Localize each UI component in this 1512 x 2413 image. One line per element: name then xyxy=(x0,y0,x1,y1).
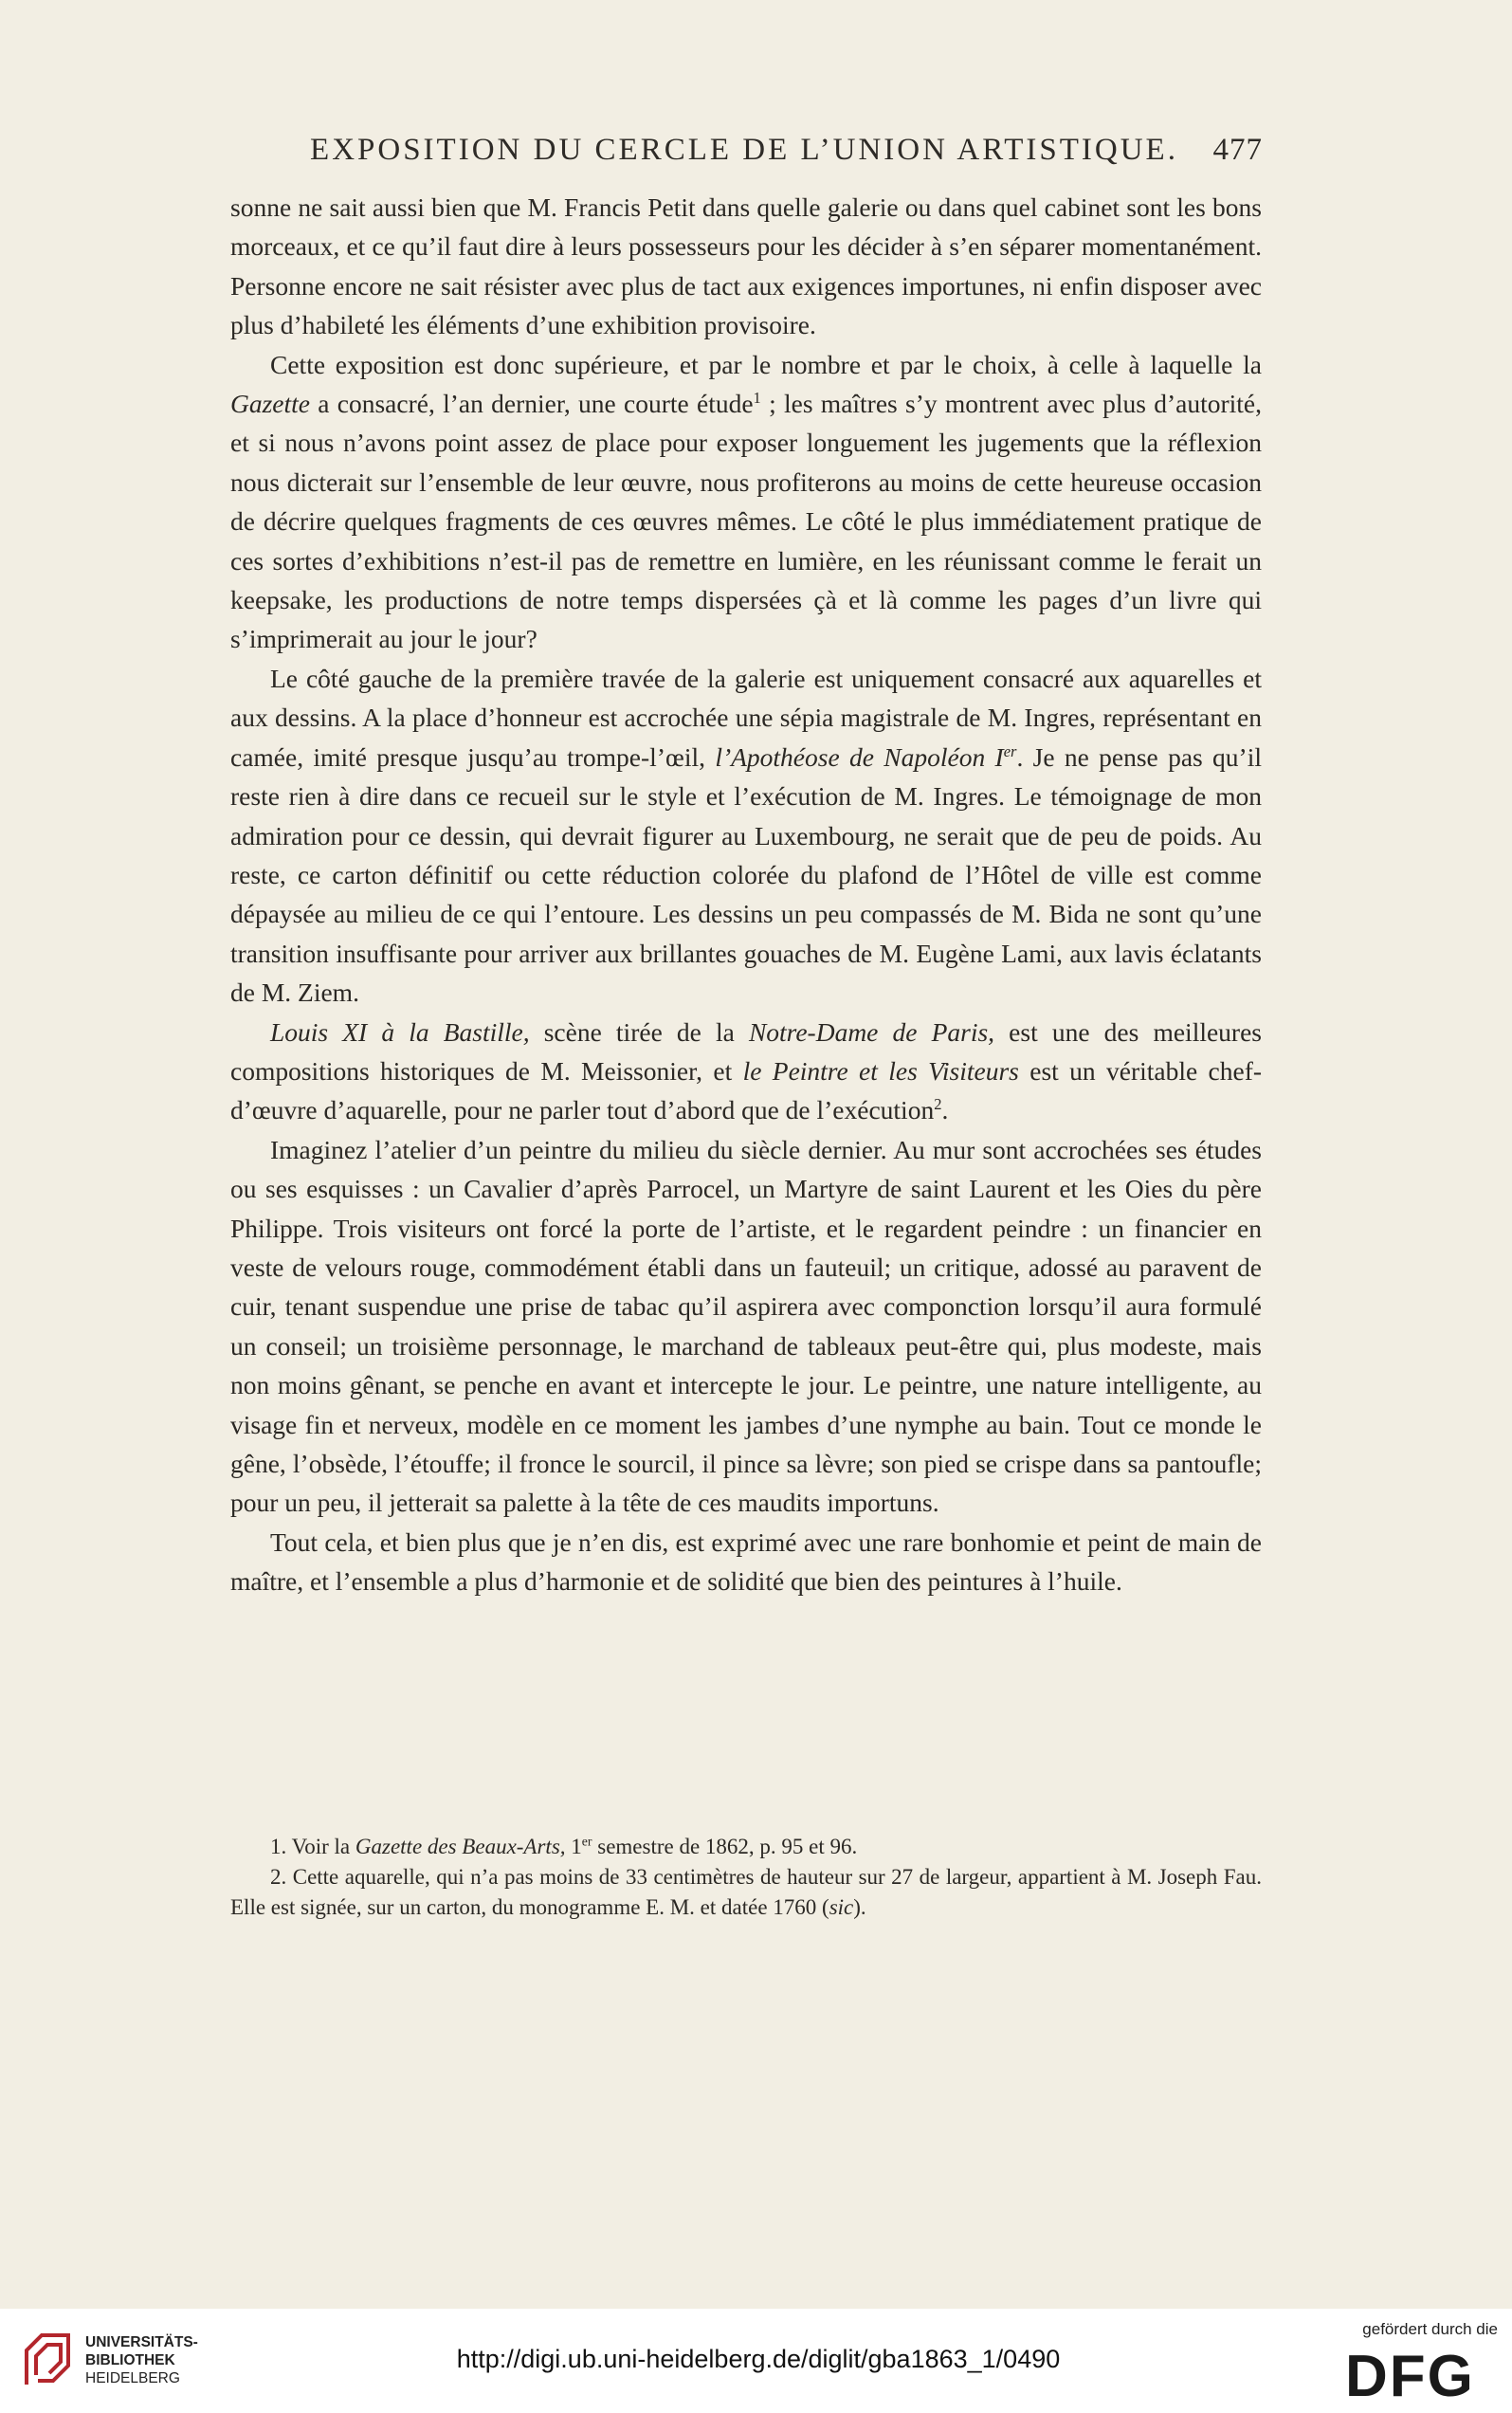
louis-xi-title: Louis XI à la Bastille, xyxy=(270,1016,530,1047)
paragraph-6: Tout cela, et bien plus que je n’en dis, est exprimé avec une rare bonhomie et peint de main de maître, et l’ensemble a plus d’harmonie et de solidité que bien des peintures à l’huile. xyxy=(230,1526,1262,1597)
funded-by-label: gefördert durch die xyxy=(1362,2320,1498,2338)
running-title: EXPOSITION DU CERCLE DE L’UNION ARTISTIQUE. xyxy=(310,133,1178,167)
dfg-logo-icon[interactable] xyxy=(1343,2347,1498,2400)
article-body xyxy=(230,188,1262,1601)
permalink-url[interactable]: http://digi.ub.uni-heidelberg.de/diglit/gba1863_1/0490 xyxy=(456,2345,1061,2373)
gazette-title: Gazette xyxy=(230,389,311,419)
library-name[interactable]: UNIVERSITÄTS- BIBLIOTHEK HEIDELBERG xyxy=(85,2334,198,2386)
paragraph-2: Cette exposition est donc supérieure, et par le nombre et par le choix, à celle à laquelle la Gazette a consacré, l’an dernier, une courte étude$^1$ ; les maîtres s’y montrent avec plus d’autorité, et si nous n’avons point assez de place pour exposer longuement les jugements que la réflexion nous dicterait sur l’ensemble de leur œuvre, nous profiterons au moins de cette heureuse occasion de décrire quelques fragments de ces œuvres mêmes. Le côté le plus immédiatement pratique de ces sortes d’exhibitions n’est-il pas de remettre en lumière, en les réunissant comme le ferait un keepsake, les productions de notre temps dispersées çà et là comme les pages d’un livre qui s’imprimerait au jour le jour? xyxy=(230,349,1262,654)
paragraph-1: sonne ne sait aussi bien que M. Francis Petit dans quelle galerie ou dans quel cabinet sont les bons morceaux, et ce qu’il faut dire à leurs possesseurs pour les décider à s’en séparer momentanément. Personne encore ne sait résister avec plus de tact aux exigences importunes, ni enfin disposer avec plus d’habileté les éléments d’une exhibition provisoire. xyxy=(230,192,1262,340)
apotheose-title: l’Apothéose de Napoléon Ier xyxy=(715,741,1017,772)
notre-dame-title: Notre-Dame de Paris, xyxy=(748,1016,995,1047)
footnote-ref-2: 2 xyxy=(934,1095,942,1114)
library-logo-icon[interactable] xyxy=(21,2330,74,2388)
page-number: 477 xyxy=(1212,133,1263,167)
paragraph-4: Louis XI à la Bastille, scène tirée de la Notre-Dame de Paris, est une des meilleures compositions historiques de M. Meissonier, et le Peintre et les Visiteurs est un véritable chef-d’œuvre d’aquarelle, pour ne parler tout d’abord que de l’exécution$^2$. xyxy=(230,1016,1263,1125)
footnotes xyxy=(230,1832,1262,1923)
paragraph-3: Le côté gauche de la première travée de la galerie est uniquement consacré aux aquarelles et aux dessins. A la place d’honneur est accrochée une sépia magistrale de M. Ingres, représentant en camée, imité presque jusqu’au trompe-l’œil, l’Apothéose de Napoléon Ier. Je ne pense pas qu’il reste rien à dire dans ce recueil sur le style et l’exécution de M. Ingres. Le témoignage de mon admiration pour ce dessin, qui devrait figurer au Luxembourg, ne serait que de peu de poids. Au reste, ce carton définitif ou cette réduction colorée du plafond de l’Hôtel de ville est comme dépaysée au milieu de ce qui l’entoure. Les dessins un peu compassés de M. Bida ne sont qu’une transition insuffisante pour arriver aux brillantes gouaches de M. Eugène Lami, aux lavis éclatants de M. Ziem. xyxy=(230,663,1262,1008)
footnote-ref-1: 1 xyxy=(753,388,761,407)
dfg-logo-text: DFG xyxy=(1345,2347,1475,2400)
footnote-1: 1. Voir la Gazette des Beaux-Arts, 1er semestre de 1862, p. 95 et 96. xyxy=(270,1834,858,1858)
paragraph-5: Imaginez l’atelier d’un peintre du milieu du siècle dernier. Au mur sont accrochées ses études ou ses esquisses : un Cavalier d’après Parrocel, un Martyre de saint Laurent et les Oies du père Philippe. Trois visiteurs ont forcé la porte de l’artiste, et le regardent peindre : un financier en veste de velours rouge, commodément établi dans un fauteuil; un critique, adossé au paravent de cuir, tenant suspendue une prise de tabac qu’il aspirera avec componction lorsqu’il aura formulé un conseil; un troisième personnage, le marchand de tableaux peut-être qui, plus modeste, mais non moins gênant, se penche en avant et intercepte le jour. Le peintre, une nature intelligente, au visage fin et nerveux, modèle en ce moment les jambes d’une nymphe au bain. Tout ce monde le gêne, l’obsède, l’étouffe; il fronce le sourcil, il pince sa lèvre; son pied se crispe dans sa pantoufle; pour un peu, il jetterait sa palette à la tête de ces maudits importuns. xyxy=(230,1134,1262,1518)
viewer-footer xyxy=(0,2309,1512,2413)
peintre-visiteurs-title: le Peintre et les Visiteurs xyxy=(742,1055,1019,1086)
footnote-2: 2. Cette aquarelle, qui n’a pas moins de 33 centimètres de hauteur sur 27 de largeur, appartient à M. Joseph Fau. Elle est signée, sur un carton, du monogramme E. M. et datée 1760 (sic). xyxy=(230,1865,1262,1919)
